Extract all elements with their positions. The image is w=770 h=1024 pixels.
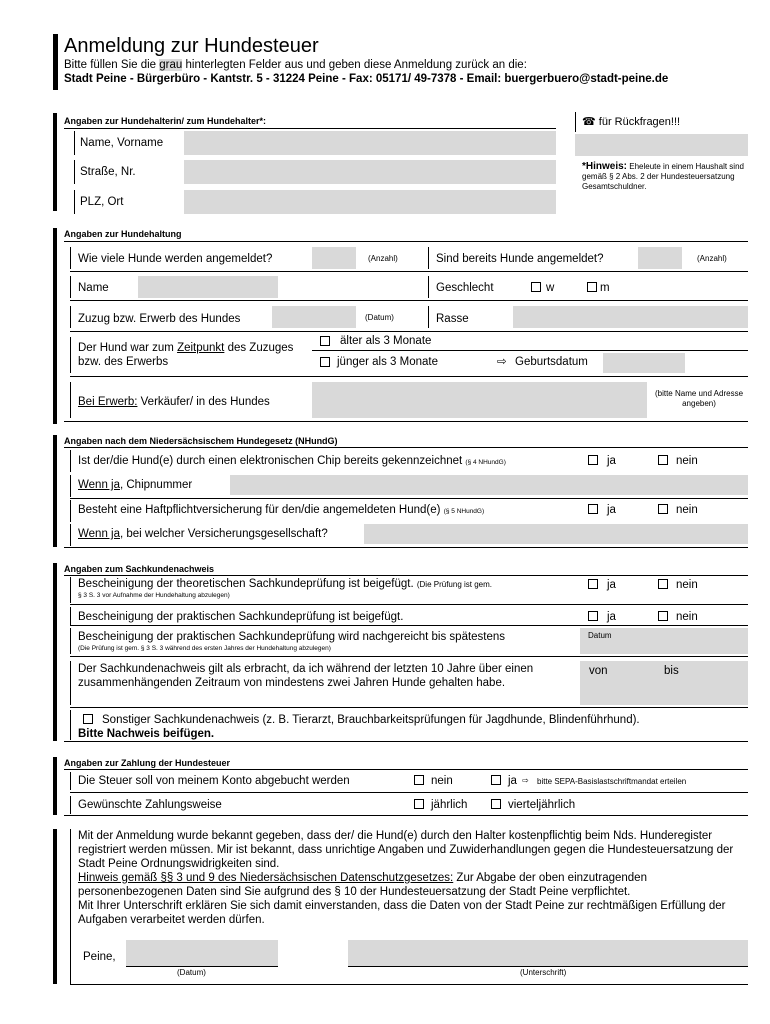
sepa-note: bitte SEPA-Basislastschriftmandat erteilen	[537, 777, 687, 786]
insurer-label: Wenn ja, bei welcher Versicherungsgesellschaft?	[78, 528, 328, 540]
theory-label: Bescheinigung der theoretischen Sachkundeprüfung ist beigefügt. (Die Prüfung ist gem.	[78, 578, 492, 590]
debit-no-checkbox[interactable]	[414, 775, 424, 785]
gender-m-label: m	[600, 282, 610, 294]
street-label: Straße, Nr.	[80, 166, 136, 178]
rasse-label: Rasse	[436, 313, 469, 325]
age-label: Der Hund war zum Zeitpunkt des Zuzuges bzw. des Erwerbs	[78, 342, 294, 368]
later-date-label: Datum	[588, 631, 612, 640]
birth-label: Geburtsdatum	[515, 356, 588, 368]
name-label: Name, Vorname	[80, 137, 164, 149]
declaration-p2: Hinweis gemäß §§ 3 und 9 des Niedersächsischen Datenschutzgesetzes: Zur Abgabe der oben einzutragenden personenbezogenen Daten sind Sie aufgrund des § 10 der Hundesteuersatzung der Stadt Peine verpflichtet.	[78, 872, 647, 898]
chip-no-checkbox[interactable]	[658, 455, 668, 465]
zuzug-label: Zuzug bzw. Erwerb des Hundes	[78, 313, 241, 325]
debit-yes-checkbox[interactable]	[491, 775, 501, 785]
page-title: Anmeldung zur Hundesteuer	[64, 35, 319, 57]
chip-number-field[interactable]	[230, 475, 748, 495]
other-proof-checkbox[interactable]	[83, 714, 93, 724]
ten-years-text: Der Sachkundenachweis gilt als erbracht, da ich während der letzten 10 Jahre über einen zusammenhängenden Zeitraum von mindestens zwei Jahren Hunde gehalten habe.	[78, 663, 534, 689]
chip-number-label: Wenn ja, Chipnummer	[78, 479, 193, 491]
practical-no-checkbox[interactable]	[658, 611, 668, 621]
section-bar-haltung	[53, 228, 57, 424]
address-line: Stadt Peine - Bürgerbüro - Kantstr. 5 - 31224 Peine - Fax: 05171/ 49-7378 - Email: buergerbuero@stadt-peine.de	[64, 73, 669, 85]
older-label: älter als 3 Monate	[340, 335, 432, 347]
section-bar-sachkunde	[53, 563, 57, 741]
rasse-field[interactable]	[513, 306, 748, 328]
bis-label: bis	[664, 665, 679, 677]
date-caption: (Datum)	[177, 968, 206, 977]
halter-hint: *Hinweis: Eheleute in einem Haushalt sind gemäß § 2 Abs. 2 der Hundesteuersatzung Gesamtschuldner.	[582, 161, 744, 191]
gender-w-label: w	[546, 282, 555, 294]
zuzug-date-field[interactable]	[272, 306, 356, 328]
theory-note: § 3 S. 3 vor Aufnahme der Hundehaltung abzulegen)	[78, 592, 230, 599]
already-label: Sind bereits Hunde angemeldet?	[436, 253, 604, 265]
sachkunde-heading: Angaben zum Sachkundenachweis	[64, 564, 215, 574]
plz-label: PLZ, Ort	[80, 196, 124, 208]
insurance-yes-checkbox[interactable]	[588, 504, 598, 514]
anzahl-label-2: (Anzahl)	[697, 254, 727, 263]
nhundg-heading: Angaben nach dem Niedersächsischem Hundegesetz (NHundG)	[64, 436, 338, 446]
plz-field[interactable]	[184, 190, 556, 214]
gender-label: Geschlecht	[436, 282, 494, 294]
von-label: von	[589, 665, 608, 677]
datum-label: (Datum)	[365, 313, 394, 322]
declaration-p1: Mit der Anmeldung wurde bekannt gegeben, dass der/ die Hund(e) durch den Halter kostenpflichtig beim Nds. Hunderegister registriert werden müssen. Mir ist bekannt, dass unrichtige Angaben und Zuwiderhandlungen gegen die Hundesteuersatzung der Stadt Peine Ordnungswidrigkeiten sind.	[78, 830, 734, 870]
street-field[interactable]	[184, 160, 556, 184]
seller-label: Bei Erwerb: Verkäufer/ in des Hundes	[78, 396, 270, 408]
zahlung-heading: Angaben zur Zahlung der Hundesteuer	[64, 758, 231, 768]
count-label: Wie viele Hunde werden angemeldet?	[78, 253, 273, 265]
arrow-icon: ⇨	[497, 356, 507, 368]
insurance-no-checkbox[interactable]	[658, 504, 668, 514]
quarterly-label: vierteljährlich	[508, 799, 576, 811]
debit-yes-label: ja	[508, 775, 517, 787]
practical-label: Bescheinigung der praktischen Sachkundeprüfung ist beigefügt.	[78, 611, 404, 623]
theory-no-checkbox[interactable]	[658, 579, 668, 589]
younger-checkbox[interactable]	[320, 357, 330, 367]
quarterly-checkbox[interactable]	[491, 799, 501, 809]
yearly-checkbox[interactable]	[414, 799, 424, 809]
yearly-label: jährlich	[431, 799, 468, 811]
name-field[interactable]	[184, 131, 556, 155]
insurer-field[interactable]	[364, 524, 748, 544]
phone-icon: ☎	[582, 116, 596, 128]
other-proof-label: Sonstiger Sachkundenachweis (z. B. Tierarzt, Brauchbarkeitsprüfungen für Jagdhunde, Blindenführhund).	[102, 714, 640, 726]
other-proof-bold: Bitte Nachweis beifügen.	[78, 728, 215, 740]
theory-yes-label: ja	[607, 579, 616, 591]
payment-mode-label: Gewünschte Zahlungsweise	[78, 799, 222, 811]
theory-yes-checkbox[interactable]	[588, 579, 598, 589]
younger-label: jünger als 3 Monate	[337, 356, 439, 368]
section-bar-nhundg	[53, 435, 57, 547]
section-bar-zahlung	[53, 757, 57, 815]
chip-question: Ist der/die Hund(e) durch einen elektronischen Chip bereits gekennzeichnet (§ 4 NHundG)	[78, 455, 506, 467]
debit-label: Die Steuer soll von meinem Konto abgebucht werden	[78, 775, 350, 787]
later-note: (Die Prüfung ist gem. § 3 S. 3 während des ersten Jahres der Hundehaltung abzulegen)	[78, 645, 331, 652]
intro-text: Bitte füllen Sie die grau hinterlegten Felder aus und geben diese Anmeldung zurück an die:	[64, 59, 527, 71]
phone-field[interactable]	[575, 134, 748, 156]
count-field[interactable]	[312, 247, 356, 269]
older-checkbox[interactable]	[320, 336, 330, 346]
dog-name-label: Name	[78, 282, 109, 294]
halter-heading: Angaben zur Hundehalterin/ zum Hundehalter*:	[64, 116, 267, 126]
place-label: Peine,	[83, 951, 116, 963]
practical-yes-label: ja	[607, 611, 616, 623]
chip-yes-checkbox[interactable]	[588, 455, 598, 465]
birth-date-field[interactable]	[603, 353, 685, 373]
gender-m-checkbox[interactable]	[587, 282, 597, 292]
declaration-p3: Mit Ihrer Unterschrift erklären Sie sich damit einverstanden, dass die Daten von der Stadt Peine zur rechtmäßigen Erfüllung der Aufgaben verarbeitet werden dürfen.	[78, 900, 726, 926]
debit-no-label: nein	[431, 775, 453, 787]
seller-field[interactable]	[312, 382, 647, 418]
theory-no-label: nein	[676, 579, 698, 591]
already-count-field[interactable]	[638, 247, 682, 269]
insurance-question: Besteht eine Haftpflichtversicherung für den/die angemeldeten Hund(e) (§ 5 NHundG)	[78, 504, 485, 516]
later-label: Bescheinigung der praktischen Sachkundeprüfung wird nachgereicht bis spätestens	[78, 631, 506, 643]
chip-no-label: nein	[676, 455, 698, 467]
phone-label: ☎ für Rückfragen!!!	[582, 116, 681, 128]
seller-note: (bitte Name und Adresse angeben)	[654, 389, 744, 408]
insurance-yes-label: ja	[607, 504, 616, 516]
chip-yes-label: ja	[607, 455, 616, 467]
insurance-no-label: nein	[676, 504, 698, 516]
dog-name-field[interactable]	[138, 276, 278, 298]
sign-date-field[interactable]	[126, 940, 278, 966]
gender-w-checkbox[interactable]	[531, 282, 541, 292]
section-bar-declaration	[53, 829, 57, 984]
signature-field[interactable]	[348, 940, 748, 966]
header-bar	[53, 34, 58, 90]
anzahl-label: (Anzahl)	[368, 254, 398, 263]
practical-no-label: nein	[676, 611, 698, 623]
signature-caption: (Unterschrift)	[520, 968, 567, 977]
sepa-arrow-icon: ⇨	[522, 776, 529, 785]
haltung-heading: Angaben zur Hundehaltung	[64, 229, 182, 239]
practical-yes-checkbox[interactable]	[588, 611, 598, 621]
section-bar-halter	[53, 113, 57, 211]
